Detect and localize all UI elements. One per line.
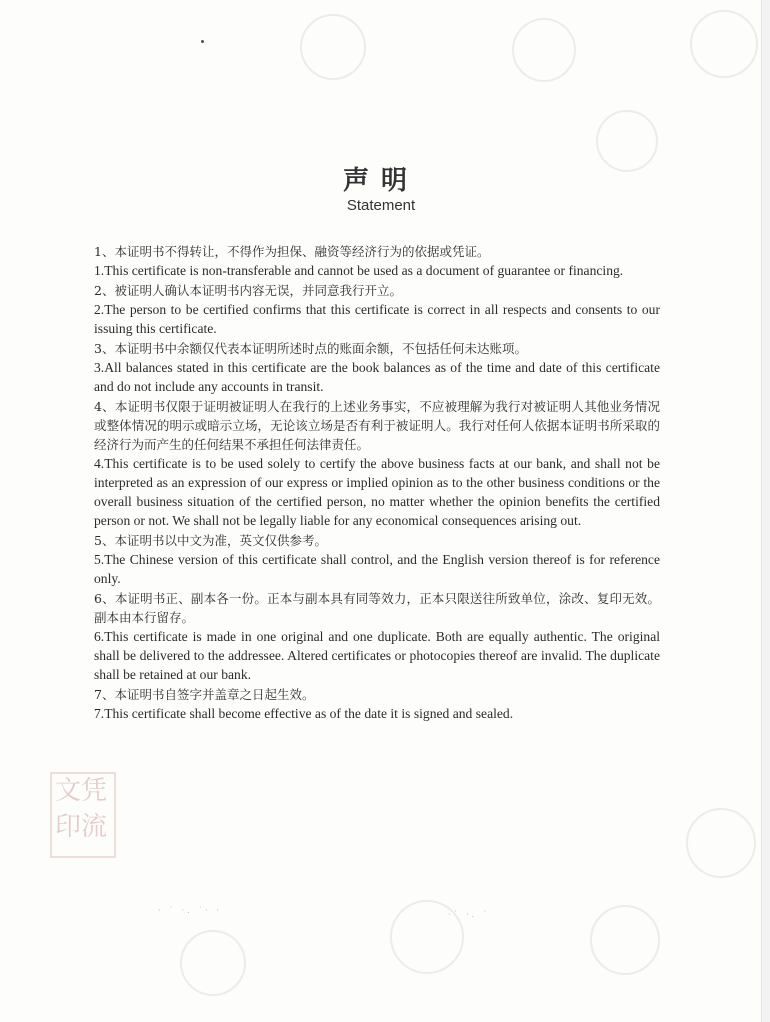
clause-7 [94,685,660,723]
speck [201,40,204,43]
clause-3-zh: 3、本证明书中余额仅代表本证明所述时点的账面余额，不包括任何未达账项。 [94,341,527,356]
clause-7-zh: 7、本证明书自签字并盖章之日起生效。 [94,687,315,702]
clause-5-zh: 5、本证明书以中文为准，英文仅供参考。 [94,533,327,548]
clause-1-zh: 1、本证明书不得转让，不得作为担保、融资等经济行为的依据或凭证。 [94,244,490,259]
clause-5-en: 5.The Chinese version of this certificate shall control, and the English version thereof is for reference only. [94,552,660,586]
clause-6-zh: 6、本证明书正、副本各一份。正本与副本具有同等效力，正本只限送往所致单位，涂改、复印无效。副本由本行留存。 [94,591,660,625]
watermark-rosette [686,808,756,878]
watermark-rosette [590,905,660,975]
statement-title-en: Statement [346,197,416,214]
clause-3-en: 3.All balances stated in this certificate are the book balances as of the time and date of this certificate and do not include any accounts in transit. [94,360,660,394]
red-ink-specks: · ˙ ·. ˙· · [158,906,222,915]
clause-1-en: 1.This certificate is non-transferable and cannot be used as a document of guarantee or financing. [94,263,624,278]
clause-4-zh: 4、本证明书仅限于证明被证明人在我行的上述业务事实，不应被理解为我行对被证明人其他业务情况或整体情况的明示或暗示立场，无论该立场是否有利于被证明人。我行对任何人依据本证明书所采取的经济行为而产生的任何结果不承担任何法律责任。 [94,399,660,452]
clause-2-en: 2.The person to be certified confirms that this certificate is correct in all respects and consents to our issuing this certificate. [94,302,660,336]
watermark-rosette [180,930,246,996]
statement-title-cn: 声明 [342,166,419,196]
clause-2-zh: 2、被证明人确认本证明书内容无误，并同意我行开立。 [94,283,402,298]
clause-4 [94,397,660,530]
watermark-rosette [690,10,758,78]
page-edge [761,0,770,1022]
clause-7-en: 7.This certificate shall become effective as of the date it is signed and sealed. [94,706,514,721]
clause-2 [94,281,660,338]
red-ink-specks: ·˙ ·. ˙ [448,910,490,919]
clause-5 [94,531,660,588]
clause-1 [94,242,660,280]
faded-stamp: 文凭印流 [54,776,107,842]
clause-4-en: 4.This certificate is to be used solely to certify the above business facts at our bank, and shall not be interpreted as an expression of our express or implied opinion as to the other business conditions or the overall business situation of the certified person, no matter whether the opinion benefits the certified person or not. We shall not be legally liable for any economical consequences arising out. [94,456,660,528]
watermark-rosette [300,14,366,80]
clause-6 [94,589,660,684]
watermark-rosette [512,18,576,82]
clause-list [94,242,660,724]
clause-3 [94,339,660,396]
clause-6-en: 6.This certificate is made in one original and one duplicate. Both are equally authentic. The original shall be delivered to the addressee. Altered certificates or photocopies thereof are invalid. The duplicate shall be retained at our bank. [94,629,660,682]
